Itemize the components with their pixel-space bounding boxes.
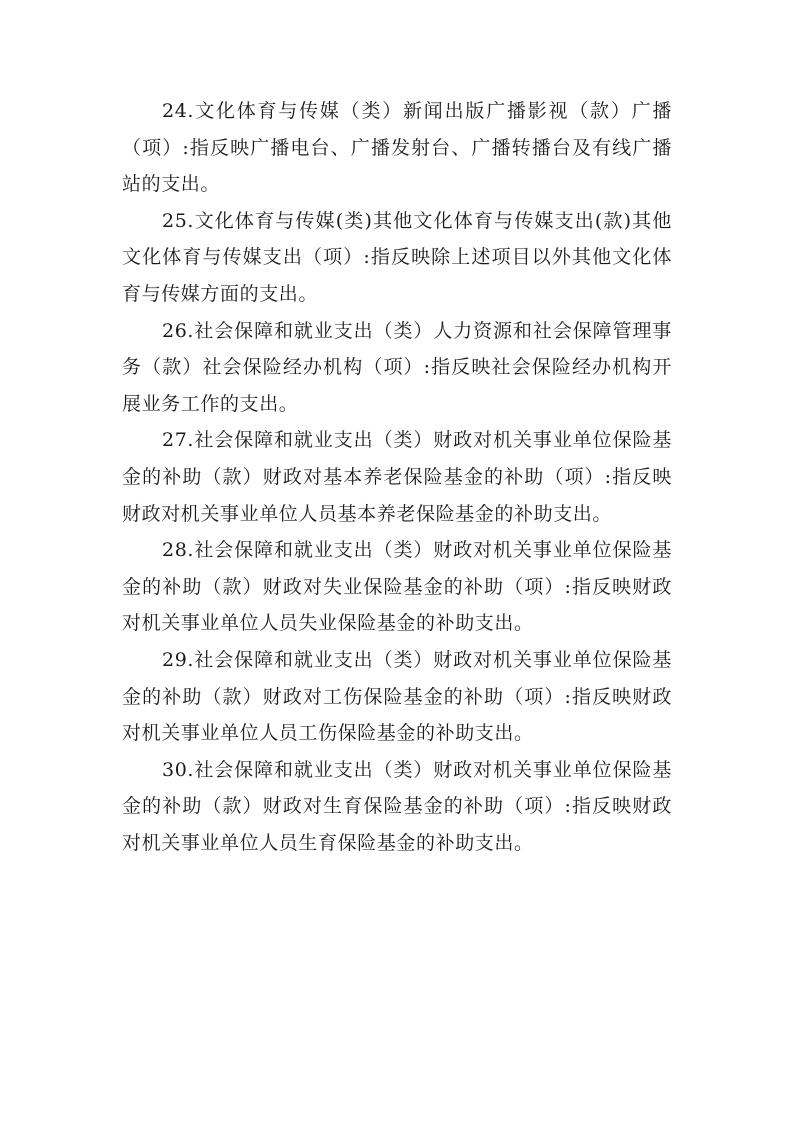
paragraph-30: 30.社会保障和就业支出（类）财政对机关事业单位保险基金的补助（款）财政对生育保险基金的补助（项）:指反映财政对机关事业单位人员生育保险基金的补助支出。 <box>122 758 672 854</box>
document-body <box>122 93 672 861</box>
paragraph-28: 28.社会保障和就业支出（类）财政对机关事业单位保险基金的补助（款）财政对失业保险基金的补助（项）:指反映财政对机关事业单位人员失业保险基金的补助支出。 <box>122 539 672 635</box>
paragraph-24: 24.文化体育与传媒（类）新闻出版广播影视（款）广播（项）:指反映广播电台、广播发射台、广播转播台及有线广播站的支出。 <box>122 100 672 196</box>
paragraph-26: 26.社会保障和就业支出（类）人力资源和社会保障管理事务（款）社会保险经办机构（项）:指反映社会保险经办机构开展业务工作的支出。 <box>122 319 672 415</box>
paragraph-29: 29.社会保障和就业支出（类）财政对机关事业单位保险基金的补助（款）财政对工伤保险基金的补助（项）:指反映财政对机关事业单位人员工伤保险基金的补助支出。 <box>122 648 672 745</box>
paragraph-25: 25.文化体育与传媒(类)其他文化体育与传媒支出(款)其他文化体育与传媒支出（项）:指反映除上述项目以外其他文化体育与传媒方面的支出。 <box>122 209 672 305</box>
paragraph-27: 27.社会保障和就业支出（类）财政对机关事业单位保险基金的补助（款）财政对基本养老保险基金的补助（项）:指反映财政对机关事业单位人员基本养老保险基金的补助支出。 <box>122 429 672 525</box>
